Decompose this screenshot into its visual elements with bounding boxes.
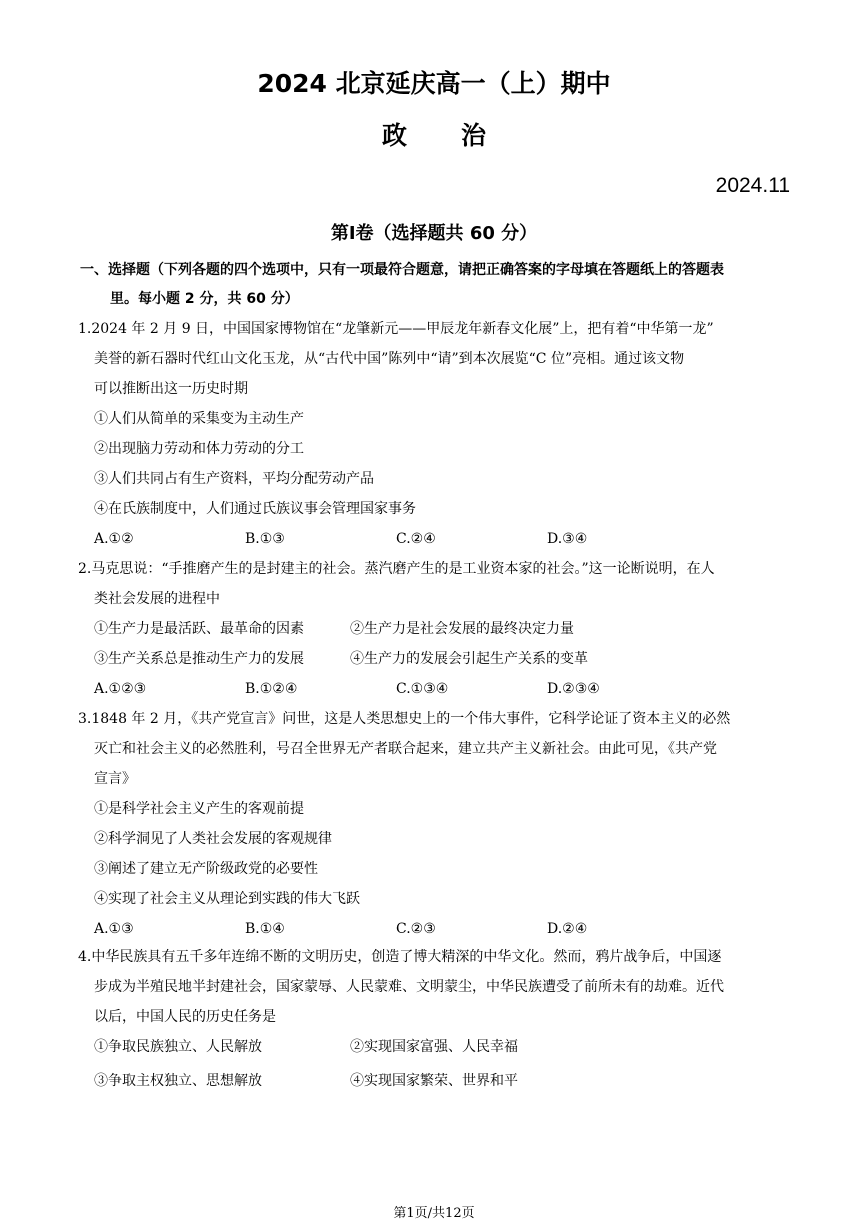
page-number: 第1页/共12页: [393, 1206, 475, 1221]
question-4: [78, 942, 792, 1096]
instruction-line-2: 里。每小题 2 分，共 60 分）: [110, 291, 299, 307]
question-1: [78, 314, 792, 554]
question-2-option-row-1: [78, 614, 792, 644]
instruction-line-1: 一、选择题（下列各题的四个选项中，只有一项最符合题意，请把正确答案的字母填在答题纸上的答题表: [80, 262, 724, 278]
question-2-option-4: ④生产力的发展会引起生产关系的变革: [350, 651, 588, 667]
question-3-line-3: 宣言》: [94, 771, 136, 787]
choice-b: B.①④: [245, 921, 285, 937]
question-3-line-1: 3.1848 年 2 月，《共产党宣言》问世，这是人类思想史上的一个伟大事件，它科学论证了资本主义的必然: [78, 711, 731, 727]
question-3-option-2: ②科学洞见了人类社会发展的客观规律: [94, 831, 332, 847]
question-1-option-1: ①人们从简单的采集变为主动生产: [94, 411, 304, 427]
question-3: [78, 704, 792, 944]
choice-a: A.①②③: [94, 681, 147, 697]
question-2-line-1: 2.马克思说：“手推磨产生的是封建主的社会。蒸汽磨产生的是工业资本家的社会。”这一论断说明，在人: [78, 561, 715, 577]
choice-a: A.①③: [94, 921, 134, 937]
choice-b: B.①②④: [245, 681, 298, 697]
question-4-option-row-1: [78, 1032, 792, 1062]
question-2-option-1: ①生产力是最活跃、最革命的因素: [94, 621, 304, 637]
document-title: 2024 北京延庆高一（上）期中: [257, 69, 611, 98]
question-3-choices: [78, 914, 792, 944]
question-2-line-2: 类社会发展的进程中: [94, 591, 220, 607]
question-2-choices: [78, 674, 792, 704]
section-instruction: [80, 256, 792, 314]
choice-c: C.②③: [396, 921, 436, 937]
question-1-line-1: 1.2024 年 2 月 9 日，中国国家博物馆在“龙肇新元——甲辰龙年新春文化展”上，把有着“中华第一龙”: [78, 321, 714, 337]
question-4-option-1: ①争取民族独立、人民解放: [94, 1039, 262, 1055]
question-3-line-2: 灭亡和社会主义的必然胜利，号召全世界无产者联合起来，建立共产主义新社会。由此可见，《共产党: [94, 741, 717, 757]
question-4-option-4: ④实现国家繁荣、世界和平: [350, 1073, 518, 1089]
exam-date: 2024.11: [715, 174, 790, 197]
question-2-option-2: ②生产力是社会发展的最终决定力量: [350, 621, 574, 637]
question-4-option-3: ③争取主权独立、思想解放: [94, 1073, 262, 1089]
choice-d: D.③④: [547, 531, 588, 547]
question-3-option-1: ①是科学社会主义产生的客观前提: [94, 801, 304, 817]
choice-c: C.②④: [396, 531, 436, 547]
question-3-option-3: ③阐述了建立无产阶级政党的必要性: [94, 861, 318, 877]
subject-heading: 政治: [381, 121, 540, 150]
choice-d: D.②④: [547, 921, 588, 937]
section-heading: 第Ⅰ卷（选择题共 60 分）: [330, 223, 538, 244]
question-4-option-row-2: [78, 1066, 792, 1096]
choice-d: D.②③④: [547, 681, 600, 697]
question-1-option-4: ④在氏族制度中，人们通过氏族议事会管理国家事务: [94, 501, 416, 517]
choice-b: B.①③: [245, 531, 285, 547]
question-1-line-2: 美誉的新石器时代红山文化玉龙，从“古代中国”陈列中“请”到本次展览“C 位”亮相。通过该文物: [94, 351, 685, 367]
choice-c: C.①③④: [396, 681, 449, 697]
question-1-choices: [78, 524, 792, 554]
question-1-line-3: 可以推断出这一历史时期: [94, 381, 248, 397]
question-2-option-row-2: [78, 644, 792, 674]
question-1-option-2: ②出现脑力劳动和体力劳动的分工: [94, 441, 304, 457]
question-2-option-3: ③生产关系总是推动生产力的发展: [94, 651, 304, 667]
choice-a: A.①②: [94, 531, 134, 547]
question-4-line-1: 4.中华民族具有五千多年连绵不断的文明历史，创造了博大精深的中华文化。然而，鸦片战争后，中国逐: [78, 949, 722, 965]
question-1-option-3: ③人们共同占有生产资料，平均分配劳动产品: [94, 471, 374, 487]
question-4-line-2: 步成为半殖民地半封建社会，国家蒙辱、人民蒙难、文明蒙尘，中华民族遭受了前所未有的劫难。近代: [94, 979, 724, 995]
question-3-option-4: ④实现了社会主义从理论到实践的伟大飞跃: [94, 891, 360, 907]
question-2: [78, 554, 792, 704]
question-4-line-3: 以后，中国人民的历史任务是: [94, 1009, 276, 1025]
question-4-option-2: ②实现国家富强、人民幸福: [350, 1039, 518, 1055]
